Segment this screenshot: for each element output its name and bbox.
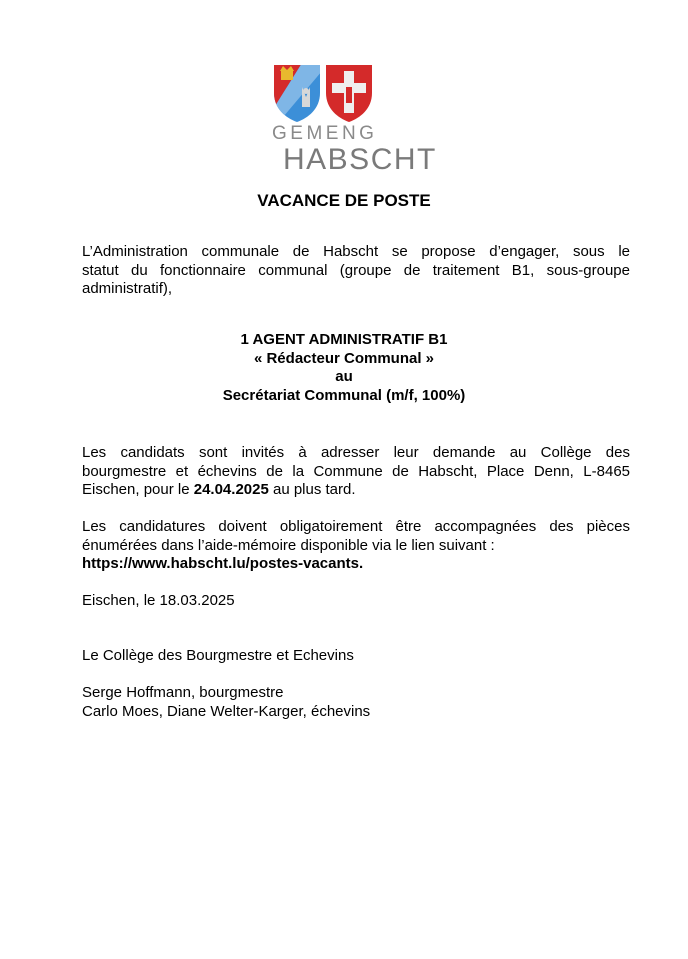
documents-paragraph [82,518,630,574]
application-line-2: bourgmestre et échevins de la Commune de Habscht, Place Denn, L-8465 [82,462,630,480]
application-line-3 [82,481,630,500]
position-line-4: Secrétariat Communal (m/f, 100%) [222,386,466,404]
application-line-3-suffix: au plus tard. [268,481,356,498]
page-title: VACANCE DE POSTE [257,191,431,210]
application-paragraph [82,444,630,500]
intro-paragraph [82,243,630,299]
intro-line-1: L’Administration communale de Habscht se propose d’engager, sous le [82,243,630,260]
municipality-logo [272,63,442,178]
logo-text-gemeng: GEMENG [272,123,378,144]
logo-text-habscht: HABSCHT [283,143,437,176]
documents-line-2: énumérées dans l’aide-mémoire disponible via le lien suivant : [82,536,495,554]
signature-college: Le Collège des Bourgmestre et Echevins [82,647,354,664]
signature-mayor: Serge Hoffmann, bourgmestre [82,684,284,701]
intro-line-3: administratif), [82,280,173,297]
documents-line-1: Les candidatures doivent obligatoirement être accompagnées des pièces [82,518,630,535]
vacancies-link[interactable]: https://www.habscht.lu/postes-vacants. [82,555,364,572]
application-line-3-prefix: Eischen, pour le [82,481,194,498]
application-line-1: Les candidats sont invités à adresser leur demande au Collège des [82,444,630,461]
intro-line-2: statut du fonctionnaire communal (groupe de traitement B1, sous-groupe [82,261,630,279]
signature-aldermen: Carlo Moes, Diane Welter-Karger, échevins [82,703,371,720]
position-line-2: « Rédacteur Communal » [253,349,435,367]
position-line-1: 1 AGENT ADMINISTRATIF B1 [240,331,448,348]
coat-of-arms-icon [272,63,377,123]
position-line-3: au [335,368,353,385]
place-date: Eischen, le 18.03.2025 [82,592,235,609]
deadline-date: 24.04.2025 [193,481,269,498]
position-title-block [0,331,688,405]
